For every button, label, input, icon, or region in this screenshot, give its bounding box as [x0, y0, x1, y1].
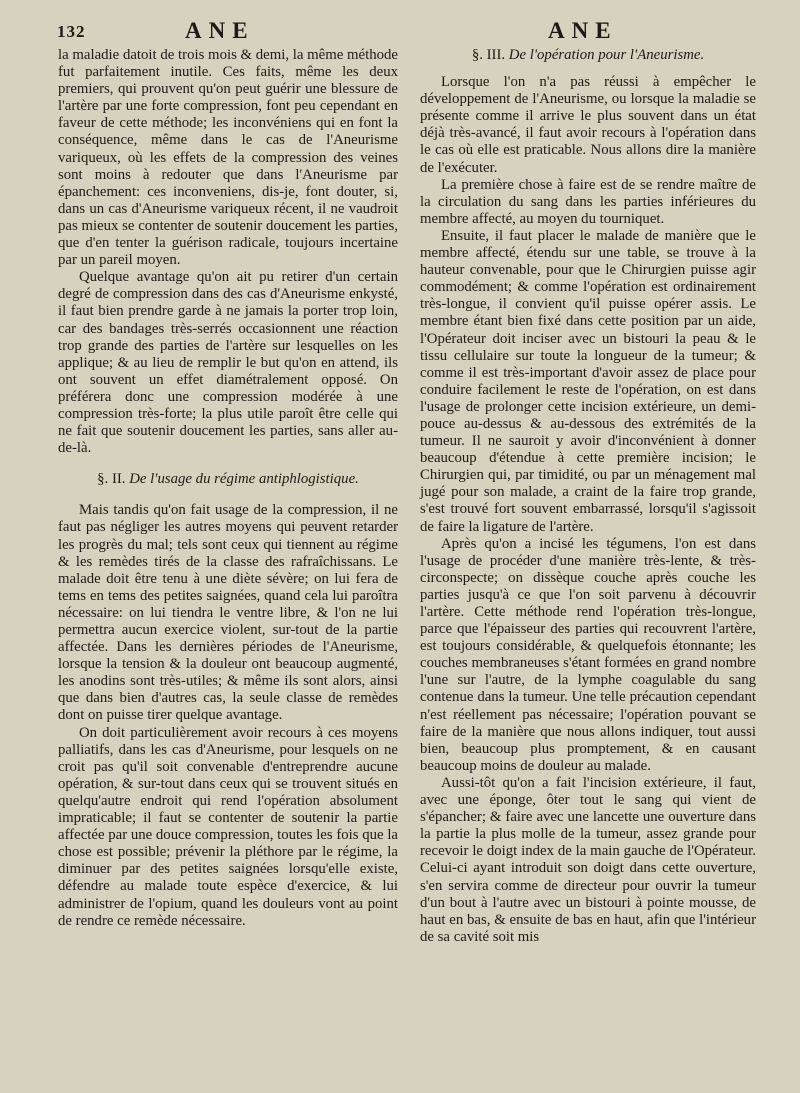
paragraph: On doit particulièrement avoir recours à ces moyens palliatifs, dans les cas d'Aneurisme, pour lesquels on ne croit pas qu'il soit convenable d'entreprendre aucune opération, & sur-tout dans ceux qui se trouvent situés en quelqu'autre endroit qui rend l'opération absolument impraticable; il faut se contenter de soutenir la partie affectée par une douce compression, toutes les fois que la chose est possible; prévenir la pléthore par le régime, la diminuer par des petites saignées lorsqu'elle existe, défendre au malade toute espèce d'exercice, & lui administrer de l'opium, quand les douleurs vont au point de rendre ce remède nécessaire. [58, 724, 398, 929]
paragraph: Quelque avantage qu'on ait pu retirer d'un certain degré de compression dans des cas d'Aneurisme enkysté, il faut bien prendre garde à ne jamais la porter trop loin, car des bandages très-serrés occasionnent une réaction trop grande des parties de l'artère sur lesquelles on les applique; & au lieu de remplir le but qu'on en attend, ils ont souvent un effet diamétralement opposé. On préférera donc une compression modérée à une compression très-forte; la plus utile paroît être celle qui ne fait que soutenir doucement les parties, sans aller au-de-là. [58, 269, 398, 457]
section-heading [58, 471, 398, 488]
paragraph: la maladie datoit de trois mois & demi, la même méthode fut parfaitement inutile. Ces faits, même les deux premiers, qui prouvent qu'on peut guérir une blessure de l'artère par une forte compression, font peu cependant en faveur de cette méthode; les inconvéniens qui en font la conséquence, même dans le cas de l'Aneurisme variqueux, où les effets de la compression des veines sont moins à redouter que dans l'Aneurisme par épanchement: ces inconveniens, dis-je, font douter, si, dans un cas d'Aneurisme variqueux récent, il ne vaudroit pas mieux se contenter de soutenir doucement les parties, que d'en tenter la guérison radicale, toujours incertaine par un pareil moyen. [58, 47, 398, 269]
running-head-left: ANE [185, 18, 255, 43]
paragraph: Aussi-tôt qu'on a fait l'incision extérieure, il faut, avec une éponge, ôter tout le sang qui vient de s'épancher; & faire avec une lancette une ouverture dans la partie la plus molle de la tumeur, assez grande pour recevoir le doigt index de la main gauche de l'Opérateur. Celui-ci ayant introduit son doigt dans cette ouverture, s'en servira comme de directeur pour ouvrir la tumeur d'un bout à l'autre avec un bistouri à pointe mousse, de haut en bas, & ensuite de bas en haut, afin que l'intérieur de sa cavité soit mis [420, 774, 756, 945]
section-title: De l'usage du régime antiphlogistique. [129, 471, 359, 488]
paragraph: Lorsque l'on n'a pas réussi à empêcher le développement de l'Aneurisme, ou lorsque la maladie se présente comme il arrive le plus souvent dans un état déjà très-avancé, il faut avoir recours à l'opération dans le cas où elle est praticable. Nous allons dire la manière de l'exécuter. [420, 74, 756, 176]
running-head-right: ANE [548, 18, 618, 43]
paragraph: Après qu'on a incisé les tégumens, l'on est dans l'usage de procéder d'une manière très-lente, & très-circonspecte; on dissèque couche après couche les parties jusqu'à ce que l'on soit parvenu à découvrir l'artère. Cette méthode rend l'opération très-longue, parce que l'épaisseur des parties qui recouvrent l'artère, est toujours considérable, & quelquefois étonnante; les couches membraneuses s'étant formées en grand nombre l'une sur l'autre, de la lymphe coagulable du sang contenue dans la tumeur. Une telle précaution cependant n'est réellement pas nécessaire; l'opération pouvant se faire de la manière que nous allons indiquer, tout aussi bien, beaucoup plus promptement, & en causant beaucoup moins de douleur au malade. [420, 535, 756, 774]
section-heading [420, 47, 756, 64]
paragraph: Mais tandis qu'on fait usage de la compression, il ne faut pas négliger les autres moyens qui peuvent retarder les progrès du mal; tels sont ceux qui tiennent au régime & les remèdes tirés de la classe des rafraîchissans. Le malade doit être tenu à une diète sévère; on lui fera de tems en tems des petites saignées, quand cela lui paroîtra nécessaire: on lui tiendra le ventre libre, & l'on ne lui permettra aucun exercice violent, sur-tout de la partie affectée. Dans les dernières périodes de l'Aneurisme, lorsque la tension & la douleur ont beaucoup augmenté, les anodins sont très-utiles; & même ils sont alors, ainsi que dans bien d'autres cas, la seule classe de remèdes dont on puisse tirer quelque avantage. [58, 502, 398, 724]
section-title: De l'opération pour l'Aneurisme. [508, 47, 705, 63]
right-column [420, 47, 756, 946]
paragraph: Ensuite, il faut placer le malade de manière que le membre affecté, étendu sur une table, se trouve à la hauteur convenable, pour que le Chirurgien puisse agir commodément; & comme l'opération est ordinairement très-longue, il convient qu'il puisse opérer assis. Le membre étant bien fixé dans cette position par un aide, l'Opérateur doit inciser avec un bistouri la peau & le tissu cellulaire sur toute la longueur de la tumeur; & comme il est très-important d'avoir assez de place pour conduire facilement le reste de l'opération, on est dans l'usage de prolonger cette incision extérieure, un demi-pouce au-dessus & au-dessous des extrémités de la tumeur. Il ne sauroit y avoir d'inconvénient à donner beaucoup d'étendue à cette première incision; le Chirurgien qui, par timidité, ou par un ménagement mal jugé pour son malade, a craint de la faire trop grande, s'est trouvé fort souvent embarrassé, lorsqu'il s'agissoit de faire la ligature de l'artère. [420, 227, 756, 535]
section-number: §. III. [471, 47, 506, 63]
section-number: §. II. [97, 471, 126, 488]
left-column [58, 47, 398, 930]
paragraph: La première chose à faire est de se rendre maître de la circulation du sang dans les parties inférieures du membre affecté, au moyen du tourniquet. [420, 176, 756, 227]
page-number: 132 [57, 22, 86, 41]
